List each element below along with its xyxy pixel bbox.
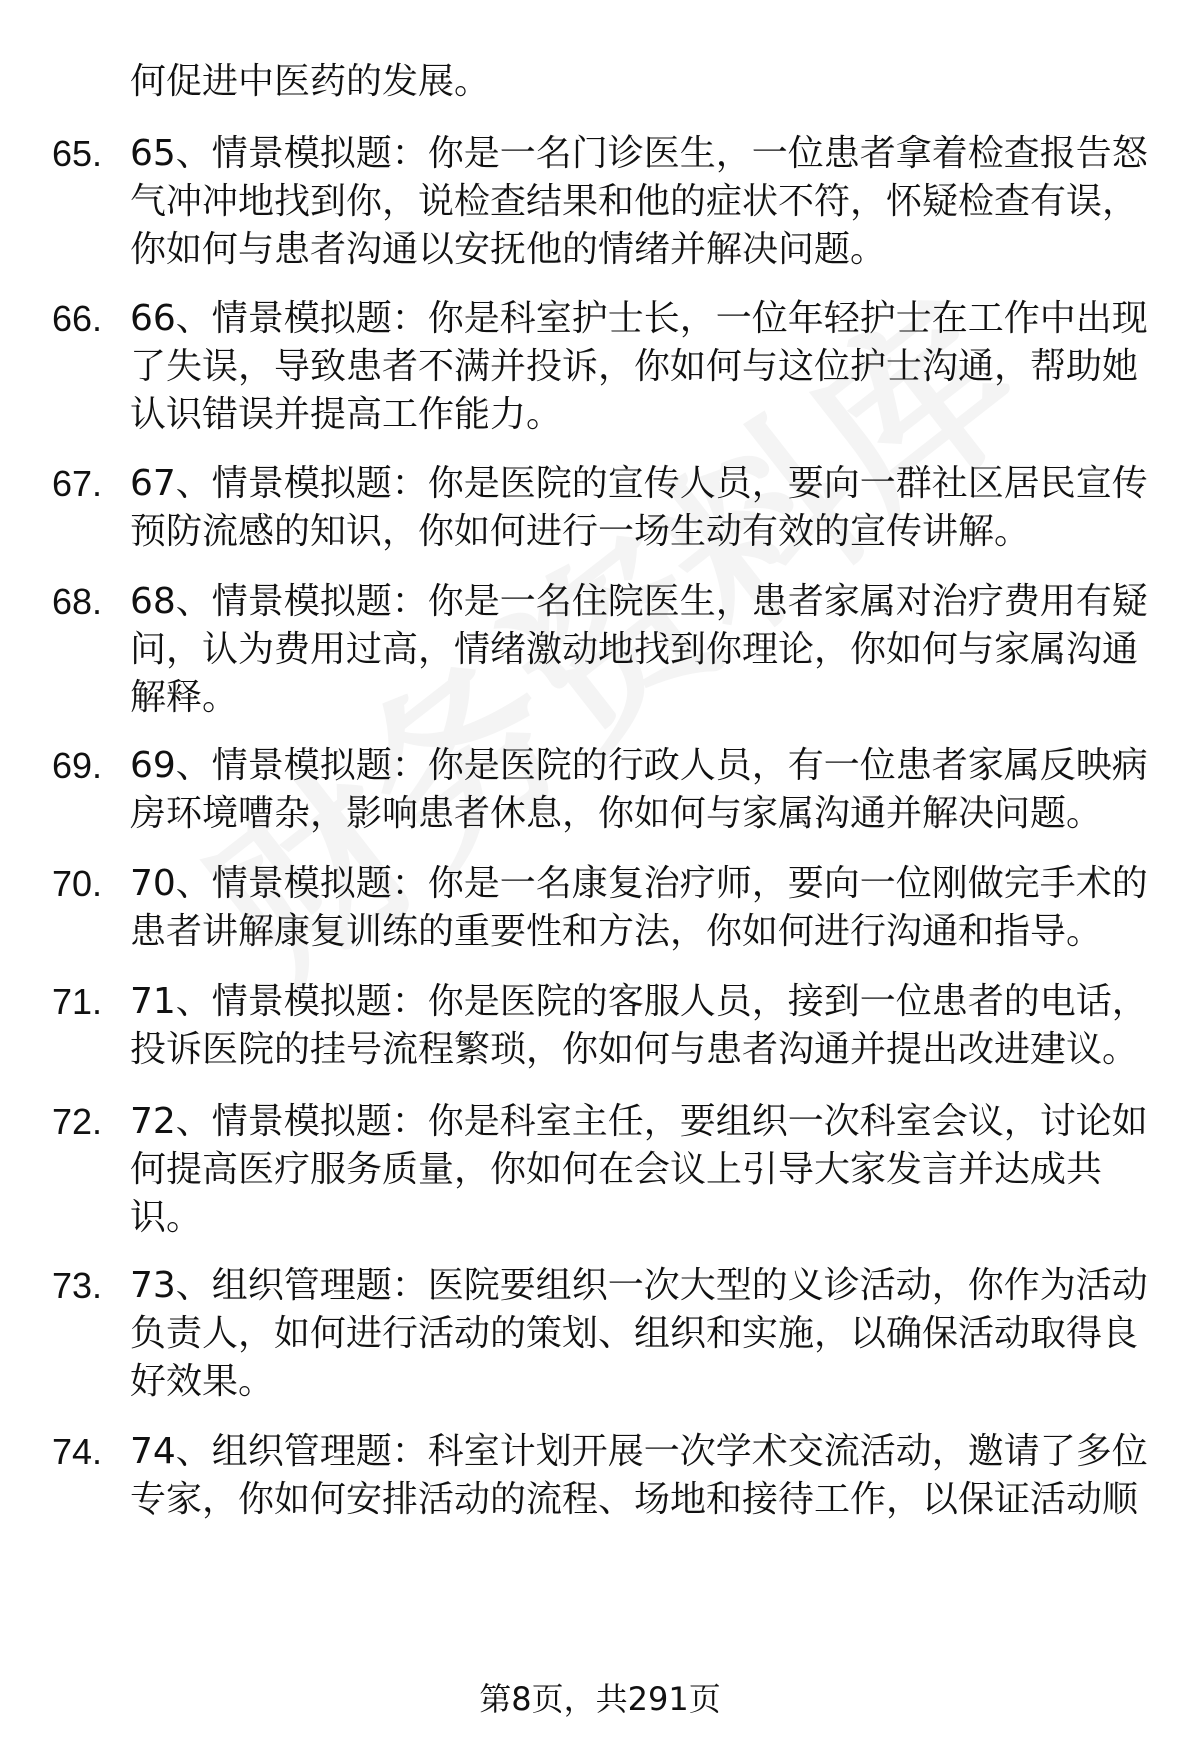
- item-number: 65.: [52, 133, 103, 174]
- item-text: 73、组织管理题：医院要组织一次大型的义诊活动，你作为活动负责人，如何进行活动的策划、组织和实施，以确保活动取得良好效果。: [130, 1265, 1148, 1402]
- item-text: 67、情景模拟题：你是医院的宣传人员，要向一群社区居民宣传预防流感的知识，你如何进行一场生动有效的宣传讲解。: [130, 463, 1148, 552]
- continuation-text: 何促进中医药的发展。: [130, 61, 491, 102]
- item-text: 68、情景模拟题：你是一名住院医生，患者家属对治疗费用有疑问，认为费用过高，情绪激动地找到你理论，你如何与家属沟通解释。: [130, 581, 1148, 718]
- item-number: 74.: [52, 1431, 103, 1472]
- item-number: 68.: [52, 581, 103, 622]
- item-text: 69、情景模拟题：你是医院的行政人员，有一位患者家属反映病房环境嘈杂，影响患者休息，你如何与家属沟通并解决问题。: [130, 745, 1148, 834]
- item-number: 72.: [52, 1101, 103, 1142]
- item-text: 71、情景模拟题：你是医院的客服人员，接到一位患者的电话，投诉医院的挂号流程繁琐，你如何与患者沟通并提出改进建议。: [130, 981, 1148, 1070]
- item-number: 73.: [52, 1265, 103, 1306]
- item-number: 70.: [52, 863, 103, 904]
- item-number: 67.: [52, 463, 103, 504]
- item-text: 70、情景模拟题：你是一名康复治疗师，要向一位刚做完手术的患者讲解康复训练的重要性和方法，你如何进行沟通和指导。: [130, 863, 1148, 952]
- item-number: 66.: [52, 298, 103, 339]
- page-footer: 第8页，共291页: [479, 1680, 721, 1718]
- item-number: 69.: [52, 745, 103, 786]
- item-text: 74、组织管理题：科室计划开展一次学术交流活动，邀请了多位专家，你如何安排活动的流程、场地和接待工作，以保证活动顺: [130, 1431, 1148, 1520]
- item-text: 66、情景模拟题：你是科室护士长，一位年轻护士在工作中出现了失误，导致患者不满并投诉，你如何与这位护士沟通，帮助她认识错误并提高工作能力。: [130, 298, 1148, 435]
- item-text: 65、情景模拟题：你是一名门诊医生，一位患者拿着检查报告怒气冲冲地找到你，说检查结果和他的症状不符，怀疑检查有误，你如何与患者沟通以安抚他的情绪并解决问题。: [130, 133, 1148, 270]
- item-number: 71.: [52, 981, 103, 1022]
- item-text: 72、情景模拟题：你是科室主任，要组织一次科室会议，讨论如何提高医疗服务质量，你如何在会议上引导大家发言并达成共识。: [130, 1101, 1148, 1238]
